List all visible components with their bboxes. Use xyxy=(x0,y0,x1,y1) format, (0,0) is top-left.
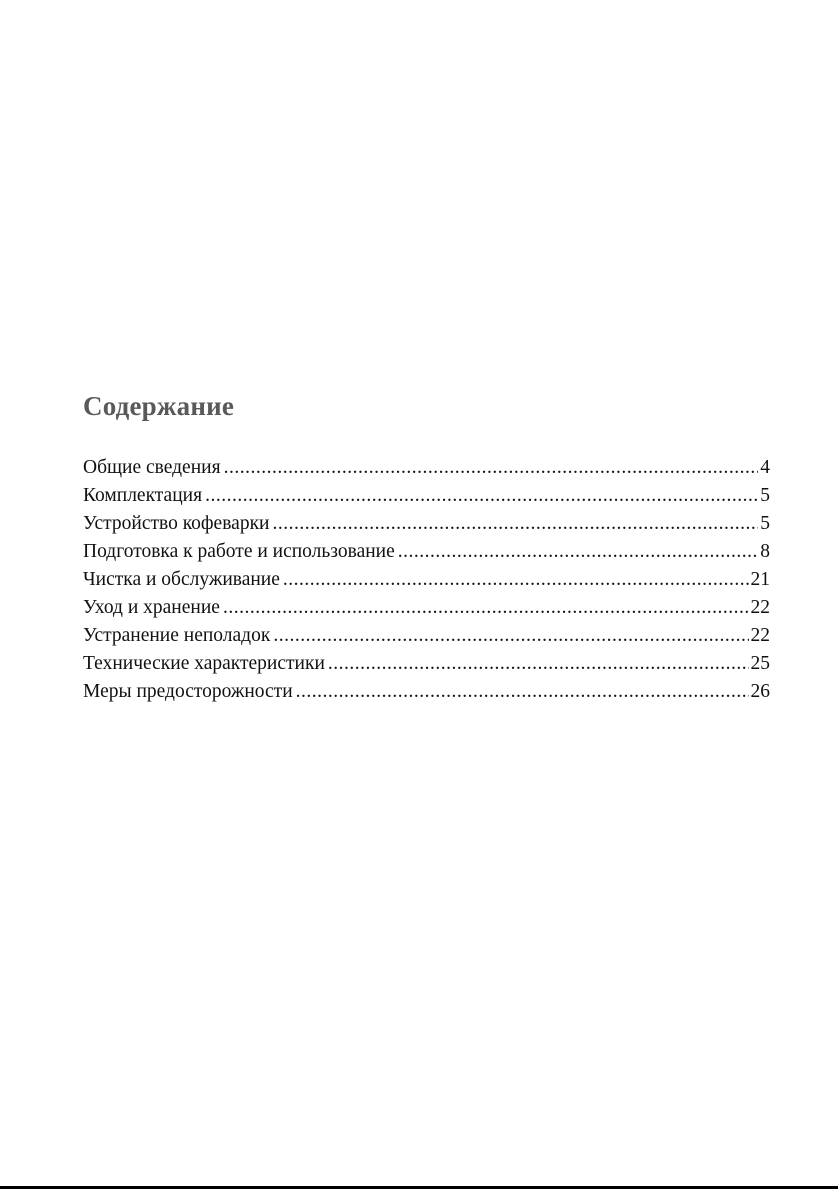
toc-entry[interactable] xyxy=(83,482,770,510)
toc-entry-label: Устранение неполадок xyxy=(83,625,271,646)
toc-leader-dots xyxy=(224,454,759,482)
toc-leader-dots xyxy=(328,650,749,678)
toc-entry-label: Устройство кофеварки xyxy=(83,513,270,534)
toc-entry[interactable] xyxy=(83,622,770,650)
toc-leader-dots xyxy=(272,510,758,538)
toc-entry-label: Общие сведения xyxy=(83,457,221,478)
toc-leader-dots xyxy=(223,594,749,622)
toc-entry[interactable] xyxy=(83,650,770,678)
toc-entry-label: Подготовка к работе и использование xyxy=(83,541,395,562)
toc-entry[interactable] xyxy=(83,538,770,566)
toc-entry-label: Уход и хранение xyxy=(83,597,220,618)
toc-entry[interactable] xyxy=(83,566,770,594)
toc-leader-dots xyxy=(296,678,749,706)
toc-entry-label: Комплектация xyxy=(83,485,203,506)
toc-entry-page: 5 xyxy=(760,513,770,534)
toc-entry-label: Меры предосторожности xyxy=(83,681,293,702)
toc-entry-label: Технические характеристики xyxy=(83,653,325,674)
toc-entry-page: 26 xyxy=(750,681,770,702)
toc-entry[interactable] xyxy=(83,678,770,706)
toc-leader-dots xyxy=(273,622,748,650)
toc-entry-page: 22 xyxy=(750,625,770,646)
table-of-contents xyxy=(83,388,770,706)
toc-entry-page: 22 xyxy=(750,597,770,618)
toc-entry-page: 5 xyxy=(760,485,770,506)
toc-entry-page: 21 xyxy=(750,569,770,590)
toc-entry[interactable] xyxy=(83,510,770,538)
toc-entry-label: Чистка и обслуживание xyxy=(83,569,280,590)
toc-entry-page: 8 xyxy=(760,541,770,562)
toc-leader-dots xyxy=(398,538,758,566)
toc-leader-dots xyxy=(283,566,749,594)
toc-leader-dots xyxy=(205,482,758,510)
toc-entry[interactable] xyxy=(83,594,770,622)
toc-list xyxy=(83,454,770,706)
toc-entry[interactable] xyxy=(83,454,770,482)
toc-entry-page: 25 xyxy=(750,653,770,674)
toc-title: Содержание xyxy=(83,391,235,421)
toc-entry-page: 4 xyxy=(760,457,770,478)
